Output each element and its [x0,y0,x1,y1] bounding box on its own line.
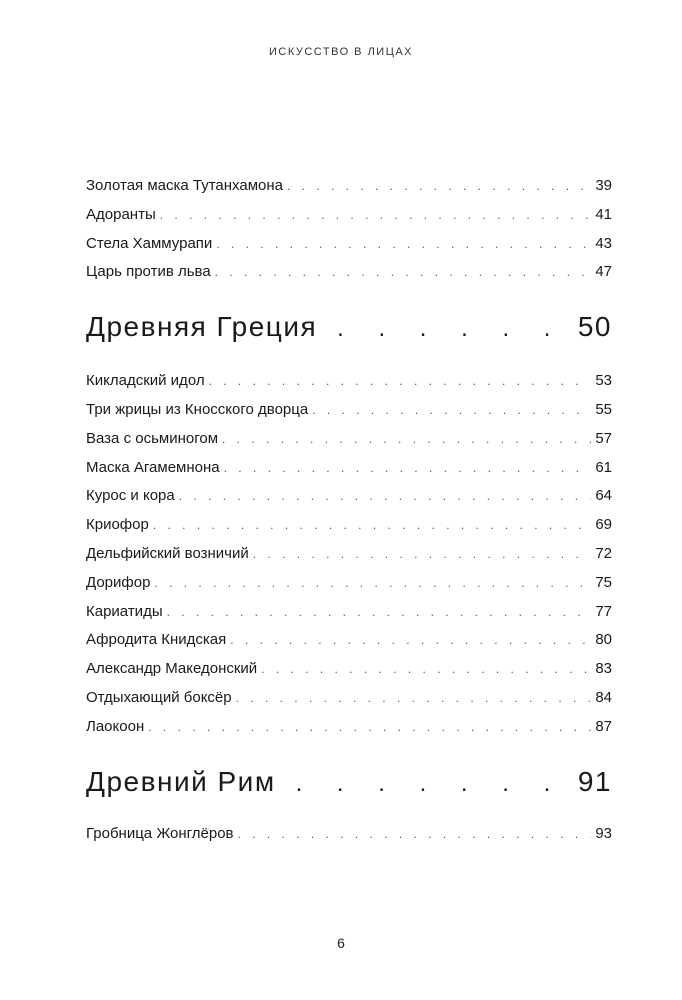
dot-leader [238,820,592,849]
toc-entry[interactable] [86,482,612,511]
section-page: 91 [577,765,612,797]
toc-entry[interactable] [86,230,612,259]
section-title: Древний Рим [86,765,276,797]
toc-entry[interactable] [86,820,612,849]
toc-entry-title: Золотая маска Тутанхамона [86,177,283,194]
toc-entry-page: 41 [595,205,612,223]
toc-entry-title: Дельфийский возничий [86,544,249,562]
toc-entry[interactable] [86,626,612,655]
dot-leader [215,258,592,287]
dot-leader [179,482,592,511]
toc-entry-page: 64 [595,487,612,505]
toc-entry-page: 39 [595,177,612,194]
toc-entry-page: 72 [595,544,612,562]
dot-leader [216,230,591,259]
toc-entry[interactable] [86,598,612,627]
table-of-contents [86,172,612,848]
dot-leader [253,540,592,569]
toc-entry-title: Лаокоон [86,717,145,735]
dot-leader [224,454,592,483]
toc-entry[interactable] [86,367,612,396]
toc-entry-title: Дорифор [86,573,151,591]
toc-entry[interactable] [86,655,612,684]
toc-entry-page: 93 [595,824,612,842]
dot-leader [261,655,591,684]
dot-leader [153,511,591,540]
toc-entry-page: 47 [595,263,612,281]
toc-entry-title: Ваза с осьминогом [86,429,219,447]
toc-entry-title: Гробница Жонглёров [86,824,234,842]
toc-entry-title: Кариатиды [86,602,163,620]
toc-entry-title: Курос и кора [86,487,175,505]
dot-leader [160,201,592,230]
toc-entry[interactable] [86,172,612,201]
toc-entry[interactable] [86,684,612,713]
toc-entry[interactable] [86,713,612,742]
section-title: Древняя Греция [86,311,318,343]
dot-leader [312,396,591,425]
toc-entry[interactable] [86,396,612,425]
toc-entry-title: Афродита Книдская [86,631,227,649]
toc-section-rome[interactable] [86,766,612,800]
toc-entry-page: 57 [595,429,612,447]
section-dot-leader [296,770,572,798]
toc-entry[interactable] [86,201,612,230]
toc-entry-title: Маска Агамемнона [86,458,220,476]
toc-entry-title: Александр Македонский [86,660,258,678]
toc-entry[interactable] [86,454,612,483]
dot-leader [236,684,592,713]
running-head: ИСКУССТВО В ЛИЦАХ [268,46,414,58]
dot-leader [148,713,591,742]
toc-entry-page: 83 [595,660,612,678]
toc-section-greece[interactable] [86,311,612,345]
toc-entry-title: Кикладский идол [86,372,205,390]
toc-entry-page: 75 [595,573,612,591]
toc-entry-page: 87 [595,717,612,735]
toc-entry-page: 55 [595,400,612,418]
toc-entry-title: Царь против льва [86,263,211,281]
toc-entry-page: 84 [595,688,612,706]
toc-entry-title: Криофор [86,516,149,534]
dot-leader [287,172,591,201]
toc-entry[interactable] [86,511,612,540]
toc-entry-page: 43 [595,234,612,252]
section-page: 50 [577,311,612,343]
toc-entry-page: 77 [595,602,612,620]
toc-entry-title: Отдыхающий боксёр [86,688,232,706]
page-number: 6 [337,935,345,951]
toc-entry-title: Адоранты [86,205,156,223]
toc-entry-title: Три жрицы из Кносского дворца [86,400,309,418]
dot-leader [154,569,591,598]
toc-entry-title: Стела Хаммурапи [86,234,213,252]
dot-leader [230,626,591,655]
toc-entry[interactable] [86,540,612,569]
toc-entry-page: 69 [595,516,612,534]
toc-entry-page: 80 [595,631,612,649]
toc-entry-page: 61 [595,458,612,476]
dot-leader [167,598,592,627]
toc-entry[interactable] [86,258,612,287]
toc-entry-page: 53 [595,372,612,390]
toc-entry[interactable] [86,425,612,454]
dot-leader [222,425,591,454]
dot-leader [209,367,592,396]
section-dot-leader [337,315,572,343]
toc-entry[interactable] [86,569,612,598]
